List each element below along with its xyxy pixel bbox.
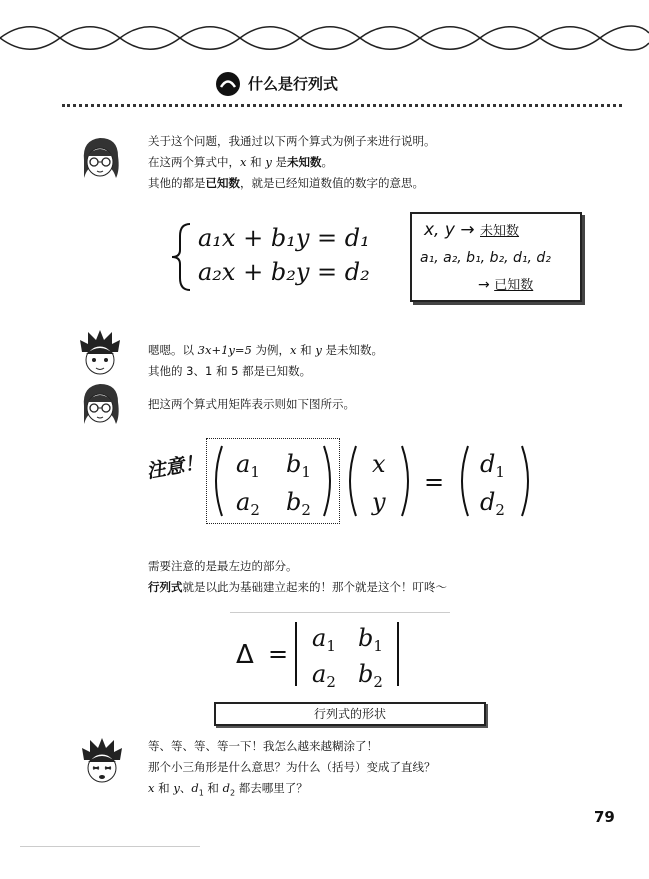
footer-rule: [20, 846, 200, 847]
vector-d2: $d_2$: [480, 488, 505, 519]
dialog-4-line-3: x 和 y、$d_1$ 和 $d_2$ 都去哪里了？: [148, 781, 308, 798]
smile-arc-icon: [216, 72, 240, 96]
vector-d1: $d_1$: [480, 450, 505, 481]
explanation-line-1: 需要注意的是最左边的部分。: [148, 559, 298, 573]
dialog-4: [148, 736, 588, 803]
dialog-2-line-2: 其他的 3、1 和 5 都是已知数。: [148, 364, 312, 378]
note-unknowns: x, y → 未知数: [424, 220, 520, 240]
dialog-4-line-2: 那个小三角形是什么意思？为什么（括号）变成了直线？: [148, 760, 436, 774]
dialog-4-line-1: 等、等、等、等一下！我怎么越来越糊涂了！: [148, 739, 378, 753]
matrix-a12: $b_1$: [286, 450, 311, 481]
det-equals: =: [268, 640, 289, 668]
dotted-divider: [62, 104, 622, 107]
intro-paragraph: [148, 131, 568, 194]
dialog-3: 把这两个算式用矩阵表示则如下图所示。: [148, 397, 355, 411]
intro-line-2: 在这两个算式中，x 和 y 是未知数。: [148, 155, 333, 169]
section-title: 什么是行列式: [248, 75, 339, 93]
attention-label: 注意！: [144, 451, 205, 483]
vector-y: y: [372, 488, 386, 516]
dialog-2-line-1: 嗯嗯。以 3x+1y=5 为例，x 和 y 是未知数。: [148, 343, 383, 357]
matrix-a11: $a_1$: [236, 450, 260, 481]
det-b1: $b_1$: [358, 624, 383, 655]
determinant-top-rule: [230, 612, 450, 613]
vector-x: x: [372, 450, 386, 478]
note-known-label: → 已知数: [478, 277, 534, 293]
boy-avatar-icon: [80, 738, 124, 786]
equation-2: a₂x + b₂y = d₂: [198, 258, 370, 286]
dialog-2: [148, 340, 568, 382]
matrix-a22: $b_2$: [286, 488, 311, 519]
explanation-line-2: 行列式就是以此为基础建立起来的！那个就是这个！叮咚～: [148, 580, 447, 594]
note-knowns: a₁, a₂, b₁, b₂, d₁, d₂: [420, 250, 551, 266]
page-number: 79: [594, 808, 615, 826]
determinant-caption: 行列式的形状: [214, 702, 486, 726]
explanation: [148, 556, 568, 598]
intro-line-1: 关于这个问题，我通过以下两个算式为例子来进行说明。: [148, 134, 436, 148]
delta-symbol: Δ: [236, 640, 254, 670]
handwritten-note: [410, 212, 582, 302]
det-a2: $a_2$: [312, 660, 336, 691]
girl-glasses-avatar-icon: [78, 380, 122, 428]
det-a1: $a_1$: [312, 624, 336, 655]
equation-1: a₁x + b₁y = d₁: [198, 224, 370, 252]
wavy-header-decoration: [0, 18, 649, 58]
matrix-a21: $a_2$: [236, 488, 260, 519]
matrix-equals: =: [424, 468, 445, 496]
determinant-bars: [292, 618, 404, 690]
left-brace-icon: [170, 222, 194, 292]
girl-glasses-avatar-icon: [78, 134, 122, 182]
det-b2: $b_2$: [358, 660, 383, 691]
intro-line-3: 其他的都是已知数，就是已经知道数值的数字的意思。: [148, 176, 424, 190]
boy-avatar-icon: [78, 330, 122, 378]
